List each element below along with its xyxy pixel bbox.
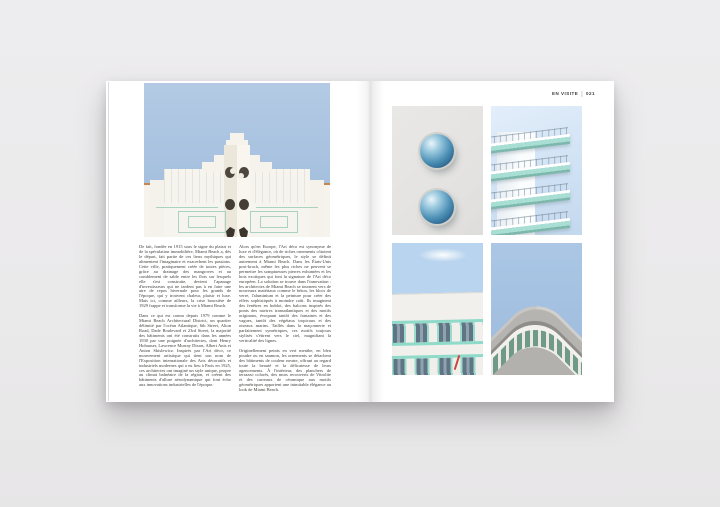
mint-trim-line-left: [156, 207, 218, 208]
right-page: [370, 81, 614, 402]
body-paragraph: Alors qu'en Europe, l'Art déco est synonyme de luxe et d'élégance, où de riches ornements côtoient des surfaces géométriques, le style se définit autrement à Miami Beach. Dans les États-Unis post-krach, même les plus riches ne peuvent se permettre les somptueuses pierres exhumées et les bois exotiques qui font la signature de l'Art déco européen. La solution se trouve dans l'innovation : les architectes de Miami Beach se tournent vers de nouveaux matériaux comme le béton, les blocs de verre, l'aluminium et la peinture pour créer des effets sophistiqués à moindre coût. Ils imaginent des fenêtres en hublot, des balcons inspirés des ponts des navires transatlantiques et des motifs originaux, évoquant tantôt des fontaines et des vagues, tantôt des végétaux tropicaux et des oiseaux marins. Taillés dans la maçonnerie et parfaitement symétriques, ces motifs toujours stylisés s'étirent vers le ciel, magnifiant la verticalité des lignes.: [239, 245, 331, 343]
header-separator: |: [581, 90, 583, 97]
porthole-highlight: [230, 168, 236, 174]
mint-deco-frame-left-inner: [188, 216, 216, 228]
art-deco-facade-photo: [144, 83, 330, 237]
white-building: [392, 292, 483, 375]
mint-window-building-photo: [392, 243, 483, 375]
mint-deco-frame-right-inner: [260, 216, 288, 228]
porthole-window: [225, 199, 235, 210]
text-column-2: [239, 245, 331, 393]
body-paragraph: De fait, fondée en 1915 sous le signe du plaisir et de la spéculation immobilière, Miami Beach a, dès le départ, fait partie de ces lieux mythiques qui alimentent l'imaginaire et exacerbent les passions. Cette ville, pratiquement créée de toutes pièces, grâce au drainage des mangroves et au comblement de sable entre les îlots sur lesquels elle s'est construite, devient l'apanage d'investisseurs qui ne tardent pas à en faire une aire de repos hivernale pour les grands de l'époque, qui y trouvent chaleur, plaisir et luxe. Mais ici, comme ailleurs, la crise boursière de 1929 frappe et transforme la vie à Miami Beach.: [139, 245, 231, 309]
mint-window-band: [392, 319, 483, 346]
porthole-highlight: [238, 173, 244, 179]
section-label: EN VISITE: [552, 91, 579, 96]
body-paragraph: Dans ce qui est connu depuis 1979 comme le Miami Beach Architectural District, un quartier délimité par l'océan Atlantique, 6th Street, Alton Road, Dade Boulevard et 23rd Street, la majorité des bâtiments ont été construits dans les années 1930 par une poignée d'architectes, dont Henry Hohauser, Lawrence Murray Dixon, Albert Anis et Anton Skislewicz. Inspirés par l'Art déco, ce mouvement artistique qui tient son nom de l'Exposition internationale des Arts décoratifs et industriels modernes qui a eu lieu à Paris en 1925, ces architectes ont imaginé un style unique, propre au climat balnéaire de la région, et créent des bâtiments d'allure aérodynamique qui font écho aux innovations industrielles de l'époque.: [139, 313, 231, 388]
porthole-window: [239, 199, 249, 210]
running-header: [552, 91, 595, 96]
page-stack-edge: [108, 82, 109, 401]
bird-sculpture: [239, 227, 248, 237]
blue-dome-portholes-photo: [392, 106, 483, 235]
magazine-spread: [106, 81, 614, 402]
bird-sculpture: [226, 227, 235, 237]
tower-fin: [224, 145, 250, 237]
mint-trim-line-right: [256, 207, 318, 208]
mint-window-band: [392, 354, 483, 375]
balcony-tower-photo: [491, 106, 582, 235]
blue-dome: [420, 190, 454, 224]
text-column-1: [139, 245, 231, 393]
body-paragraph: Originellement peints en vert menthe, en bleu poudre ou en saumon, les ornements se détachent des bâtiments de couleur neutre, offrant au regard toute la beauté et la délicatesse de leurs agencements. À l'intérieur, des planchers de terrazzo colorés, des murs recouverts de Vitrolite et des carreaux de céramique aux motifs géométriques apportent une inimitable élégance au look de Miami Beach.: [239, 347, 331, 393]
blue-dome: [420, 134, 454, 168]
page-number: 021: [585, 91, 595, 96]
tower-cap-top: [230, 133, 244, 142]
cloud: [418, 248, 468, 262]
curved-corner-building-photo: [491, 243, 582, 375]
left-page: [106, 81, 370, 402]
